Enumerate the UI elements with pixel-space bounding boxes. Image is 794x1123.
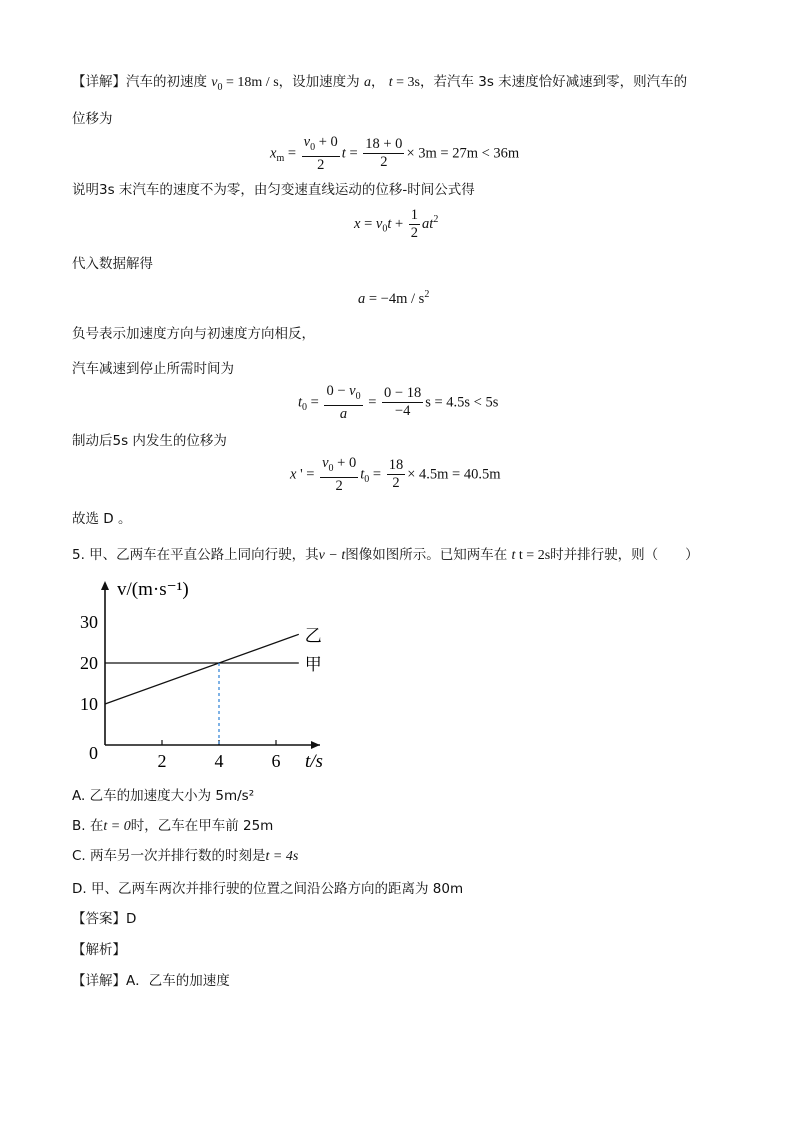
x-tick-label: 2 [157,751,167,771]
origin-label: 0 [89,743,98,763]
y-tick-label: 20 [80,653,98,673]
y-axis-arrow [101,581,109,590]
answer-label: 【答案】D [72,911,137,927]
v0-expression: $v_0 = 18m / s$ [211,75,279,93]
x-axis-arrow [311,741,320,749]
series-line-yi [105,634,299,704]
x-tick-label: 6 [271,751,281,771]
option-a: A. 乙车的加速度大小为 5m/s² [72,788,255,804]
detail-line-3: 说明3s 末汽车的速度不为零，由匀变速直线运动的位移-时间公式得 [72,182,475,198]
equation-displacement-5s: x ' = $\frac{v_0 + 0}{2}$ $t_0$ = $\frac{18}{2}$ × 4.5m = 40.5m [290,455,501,494]
question-5-stem: 5. 甲、乙两车在平直公路上同向行驶，其v − t图像如图所示。已知两车在 t t = 2s时并排行驶，则（ ） [72,547,699,563]
detail-line-5: 负号表示加速度方向与初速度方向相反， [72,326,315,342]
option-b: B. 在t = 0时，乙车在甲车前 25m [72,818,274,834]
option-c: C. 两车另一次并排行数的时刻是t = 4s [72,848,299,864]
detail-line-7: 制动后5s 内发生的位移为 [72,433,227,449]
option-d: D. 甲、乙两车两次并排行驶的位置之间沿公路方向的距离为 80m [72,881,464,897]
series-label: 乙 [304,626,322,646]
equation-displacement: $x_m$ = $\frac{v_0 + 0}{2}$ t = $\frac{18 + 0}{2}$ × 3m = 27m < 36m [270,134,520,173]
y-tick-label: 10 [80,694,98,714]
equation-kinematics: $x = v_0t$ + $\frac{1}{2}$ $at^2$ [354,207,439,241]
detail-conclusion: 故选 D 。 [72,511,132,527]
equation-acceleration: $a = -4m / s^2$ [358,289,430,307]
x-axis-label: t/s [305,751,323,772]
analysis-label: 【解析】 [72,942,126,958]
detail-line-6: 汽车减速到停止所需时间为 [72,361,234,377]
detail-line-4: 代入数据解得 [72,256,153,272]
detail-paragraph-1: 【详解】汽车的初速度 $v_0 = 18m / s$，设加速度为 a， t = 3s，若汽车 3s 末速度恰好减速到零，则汽车的 [72,74,688,93]
t-expression: t = 3s [388,75,420,90]
series-label: 甲 [304,655,322,674]
detail-start: 【详解】A．乙车的加速度 [72,973,230,989]
vt-chart [70,575,340,775]
y-axis-label: v/(m·s⁻¹) [117,579,189,600]
y-tick-label: 30 [80,612,98,632]
x-tick-label: 4 [214,751,224,771]
detail-line-2: 位移为 [72,111,113,127]
detail-label: 【详解】 [72,74,126,90]
equation-stop-time: $t_0$ = $\frac{0 - v_0}{a}$ = $\frac{0 - 18}{-4}$ s = 4.5s < 5s [298,383,499,422]
